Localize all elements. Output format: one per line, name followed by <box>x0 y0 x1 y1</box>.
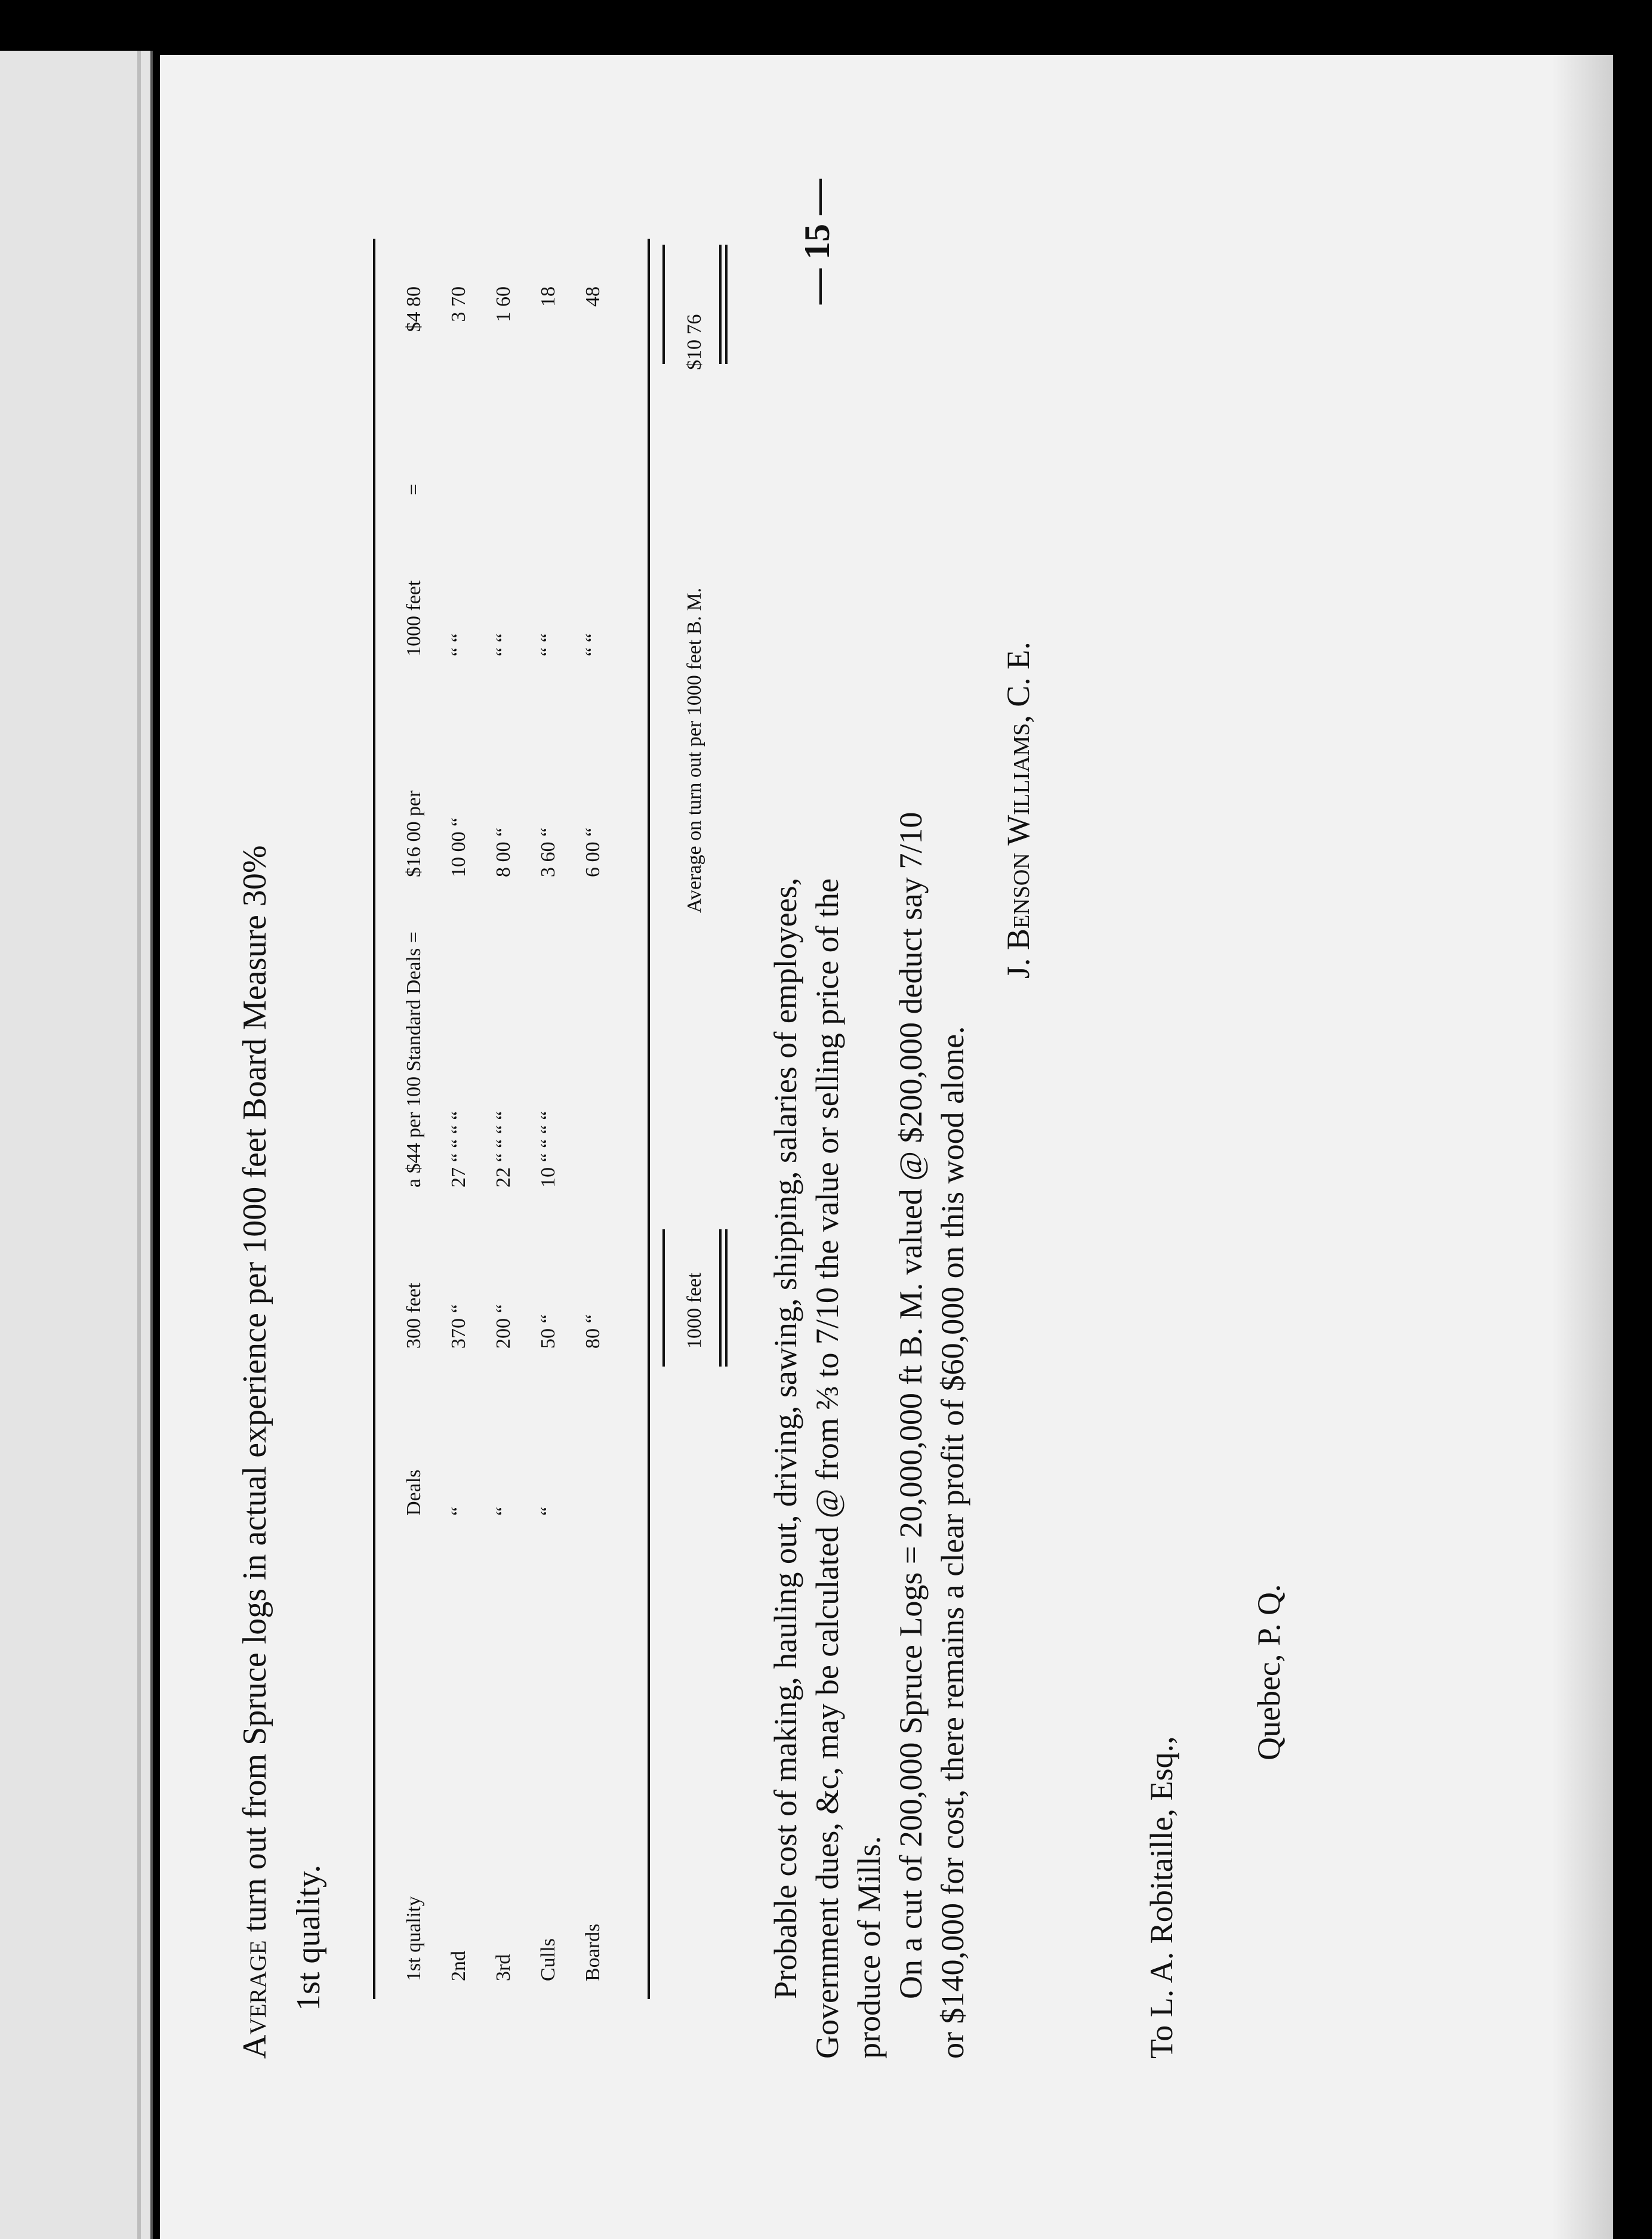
equals-cell: = <box>403 483 425 495</box>
table-row <box>537 161 573 2071</box>
price-cell: 8 00 “ <box>492 827 514 877</box>
heading-line-1 <box>236 845 274 2059</box>
basis-cell: 1000 feet <box>403 580 425 656</box>
double-rule-right-1 <box>719 245 722 364</box>
kind-cell: Deals <box>403 1469 425 1516</box>
feet-cell: 80 “ <box>582 1314 604 1349</box>
paragraph-line-3: produce of Mills. <box>851 1836 887 2059</box>
heading-first-word: Average <box>236 1940 273 2059</box>
heading-line-2: 1st quality. <box>290 1864 327 2011</box>
double-rule-right-2 <box>725 245 728 364</box>
kind-cell: “ <box>537 1506 559 1516</box>
grade-cell: Boards <box>582 1923 604 1981</box>
addressee-line-2: Quebec, P. Q. <box>1251 1584 1287 1760</box>
feet-sum-rule <box>662 1229 665 1367</box>
total-cell: 18 <box>537 286 559 307</box>
grade-cell: 2nd <box>448 1951 470 1981</box>
table-row <box>492 161 528 2071</box>
basis-cell: “ “ <box>582 633 604 656</box>
addressee-line-1: To L. A. Robitaille, Esq., <box>1144 1736 1179 2059</box>
book-fold <box>137 51 141 2239</box>
double-rule-left-1 <box>719 1229 722 1367</box>
turnout-table <box>391 161 642 2071</box>
feet-cell: 370 “ <box>448 1304 470 1349</box>
table-row <box>448 161 483 2071</box>
total-cell: 48 <box>582 286 604 307</box>
table-top-rule <box>373 239 375 1999</box>
paragraph-line-2: Government dues, &c, may be calculated @ from ⅔ to 7/10 the value or selling price of the <box>809 878 845 2059</box>
previous-page <box>0 51 153 2239</box>
average-value: $10 76 <box>683 314 705 370</box>
price-cell: 6 00 “ <box>582 827 604 877</box>
feet-cell: 300 feet <box>403 1282 425 1349</box>
total-cell: 1 60 <box>492 286 514 322</box>
rate-cell: a $44 per 100 Standard Deals = <box>403 932 425 1188</box>
table-row <box>403 161 439 2071</box>
price-cell: 3 60 “ <box>537 827 559 877</box>
total-feet: 1000 feet <box>683 1272 705 1349</box>
feet-cell: 50 “ <box>537 1314 559 1349</box>
rate-cell: 22 “ “ “ “ <box>492 1111 514 1188</box>
kind-cell: “ <box>492 1506 514 1516</box>
table-bottom-rule <box>648 239 650 1999</box>
paragraph-line-4: On a cut of 200,000 Spruce Logs = 20,000,000 ft B. M. valued @ $200,000 deduct say 7/10 <box>893 812 929 1999</box>
page-number: — 15 — <box>797 179 837 304</box>
value-sum-rule <box>662 245 665 364</box>
signature: J. Benson Williams, C. E. <box>1000 642 1036 979</box>
feet-cell: 200 “ <box>492 1304 514 1349</box>
rate-cell: 10 “ “ “ “ <box>537 1111 559 1188</box>
total-cell: $4 80 <box>403 286 425 332</box>
heading-text: turn out from Spruce logs in actual experience per 1000 feet Board Measure 30% <box>236 845 273 1932</box>
total-cell: 3 70 <box>448 286 470 322</box>
grade-cell: 1st quality <box>403 1896 425 1981</box>
content-frame <box>212 101 1495 2071</box>
rate-cell: 27 “ “ “ “ <box>448 1111 470 1188</box>
price-cell: 10 00 “ <box>448 817 470 877</box>
grade-cell: Culls <box>537 1938 559 1981</box>
table-row <box>582 161 618 2071</box>
average-label: Average on turn out per 1000 feet B. M. <box>683 587 705 913</box>
paragraph-line-1: Probable cost of making, hauling out, driving, sawing, shipping, salaries of employees, <box>768 877 803 1999</box>
page-edge <box>1552 55 1613 2239</box>
basis-cell: “ “ <box>492 633 514 656</box>
paragraph-line-5: or $140,000 for cost, there remains a clear profit of $60,000 on this wood alone. <box>935 1026 970 2059</box>
kind-cell: “ <box>448 1506 470 1516</box>
price-cell: $16 00 per <box>403 790 425 877</box>
double-rule-left-2 <box>725 1229 728 1367</box>
grade-cell: 3rd <box>492 1954 514 1981</box>
rotated-content <box>212 101 1495 2071</box>
basis-cell: “ “ <box>537 633 559 656</box>
basis-cell: “ “ <box>448 633 470 656</box>
